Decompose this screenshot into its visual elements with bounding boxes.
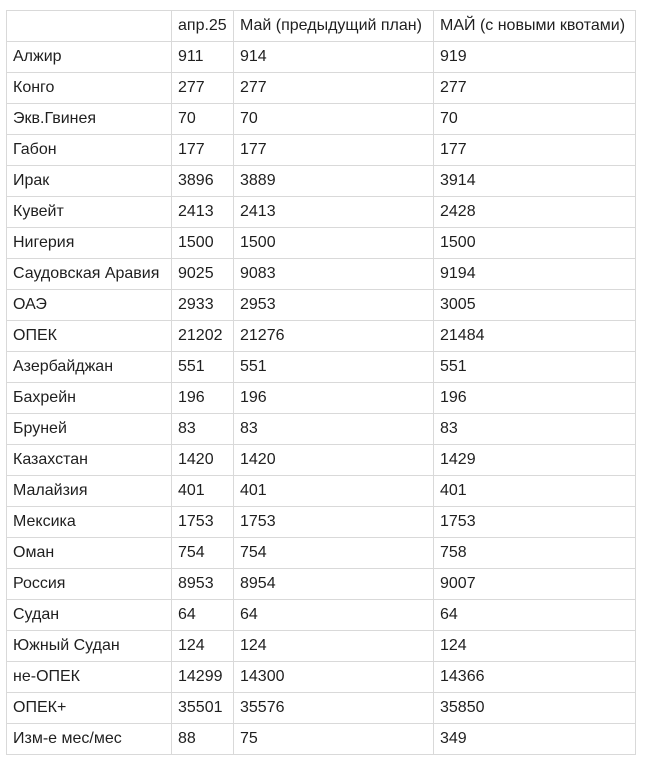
table-row <box>7 73 636 104</box>
country-cell: ОПЕК+ <box>7 693 172 724</box>
apr25-cell: 177 <box>172 135 234 166</box>
table-row <box>7 569 636 600</box>
may-new-quotas-cell: 3005 <box>434 290 636 321</box>
country-cell: Бруней <box>7 414 172 445</box>
country-cell: Ирак <box>7 166 172 197</box>
may-new-quotas-cell: 277 <box>434 73 636 104</box>
apr25-cell: 88 <box>172 724 234 755</box>
apr25-cell: 277 <box>172 73 234 104</box>
country-cell: ОПЕК <box>7 321 172 352</box>
may-new-quotas-cell: 919 <box>434 42 636 73</box>
country-cell: Казахстан <box>7 445 172 476</box>
table-row <box>7 662 636 693</box>
may-previous-plan-cell: 2953 <box>234 290 434 321</box>
country-cell: Азербайджан <box>7 352 172 383</box>
apr25-cell: 1500 <box>172 228 234 259</box>
may-previous-plan-cell: 2413 <box>234 197 434 228</box>
apr25-cell: 754 <box>172 538 234 569</box>
may-previous-plan-cell: 401 <box>234 476 434 507</box>
may-new-quotas-cell: 70 <box>434 104 636 135</box>
may-previous-plan-cell: 551 <box>234 352 434 383</box>
table-row <box>7 383 636 414</box>
table-row <box>7 135 636 166</box>
may-new-quotas-cell: 9194 <box>434 259 636 290</box>
apr25-cell: 3896 <box>172 166 234 197</box>
may-new-quotas-cell: 64 <box>434 600 636 631</box>
country-cell: Алжир <box>7 42 172 73</box>
country-cell: Малайзия <box>7 476 172 507</box>
may-new-quotas-cell: 14366 <box>434 662 636 693</box>
may-previous-plan-cell: 75 <box>234 724 434 755</box>
may-previous-plan-cell: 8954 <box>234 569 434 600</box>
may-new-quotas-cell: 758 <box>434 538 636 569</box>
may-new-quotas-cell: 349 <box>434 724 636 755</box>
may-new-quotas-cell: 2428 <box>434 197 636 228</box>
apr25-cell: 64 <box>172 600 234 631</box>
country-cell: Нигерия <box>7 228 172 259</box>
header-cell-may-new-quotas: МАЙ (с новыми квотами) <box>434 11 636 42</box>
may-new-quotas-cell: 196 <box>434 383 636 414</box>
may-new-quotas-cell: 1429 <box>434 445 636 476</box>
table-row <box>7 290 636 321</box>
country-cell: Конго <box>7 73 172 104</box>
apr25-cell: 70 <box>172 104 234 135</box>
apr25-cell: 21202 <box>172 321 234 352</box>
table-row <box>7 538 636 569</box>
apr25-cell: 1753 <box>172 507 234 538</box>
country-cell: Бахрейн <box>7 383 172 414</box>
may-previous-plan-cell: 9083 <box>234 259 434 290</box>
may-previous-plan-cell: 177 <box>234 135 434 166</box>
apr25-cell: 2933 <box>172 290 234 321</box>
country-cell: Оман <box>7 538 172 569</box>
country-cell: Саудовская Аравия <box>7 259 172 290</box>
table-header <box>7 11 636 42</box>
may-previous-plan-cell: 1500 <box>234 228 434 259</box>
apr25-cell: 8953 <box>172 569 234 600</box>
country-cell: Кувейт <box>7 197 172 228</box>
table-row <box>7 228 636 259</box>
may-previous-plan-cell: 196 <box>234 383 434 414</box>
table-row <box>7 724 636 755</box>
may-new-quotas-cell: 1753 <box>434 507 636 538</box>
may-new-quotas-cell: 9007 <box>434 569 636 600</box>
country-cell: Мексика <box>7 507 172 538</box>
may-previous-plan-cell: 70 <box>234 104 434 135</box>
table-row <box>7 321 636 352</box>
table-row <box>7 631 636 662</box>
table-row <box>7 600 636 631</box>
oil-production-table <box>6 10 636 755</box>
header-cell-country <box>7 11 172 42</box>
table-row <box>7 197 636 228</box>
country-cell: Южный Судан <box>7 631 172 662</box>
table-row <box>7 42 636 73</box>
country-cell: ОАЭ <box>7 290 172 321</box>
header-cell-apr25: апр.25 <box>172 11 234 42</box>
table-row <box>7 507 636 538</box>
header-row <box>7 11 636 42</box>
apr25-cell: 1420 <box>172 445 234 476</box>
may-new-quotas-cell: 35850 <box>434 693 636 724</box>
apr25-cell: 911 <box>172 42 234 73</box>
table-row <box>7 166 636 197</box>
table-row <box>7 476 636 507</box>
may-previous-plan-cell: 1420 <box>234 445 434 476</box>
may-new-quotas-cell: 1500 <box>434 228 636 259</box>
table-row <box>7 693 636 724</box>
apr25-cell: 14299 <box>172 662 234 693</box>
apr25-cell: 9025 <box>172 259 234 290</box>
country-cell: Экв.Гвинея <box>7 104 172 135</box>
may-previous-plan-cell: 64 <box>234 600 434 631</box>
may-previous-plan-cell: 914 <box>234 42 434 73</box>
may-new-quotas-cell: 177 <box>434 135 636 166</box>
apr25-cell: 551 <box>172 352 234 383</box>
may-previous-plan-cell: 83 <box>234 414 434 445</box>
country-cell: Изм-е мес/мес <box>7 724 172 755</box>
table-row <box>7 414 636 445</box>
may-previous-plan-cell: 1753 <box>234 507 434 538</box>
may-previous-plan-cell: 14300 <box>234 662 434 693</box>
apr25-cell: 2413 <box>172 197 234 228</box>
header-cell-may-previous-plan: Май (предыдущий план) <box>234 11 434 42</box>
oil-production-table-container <box>6 10 636 755</box>
may-previous-plan-cell: 3889 <box>234 166 434 197</box>
table-row <box>7 104 636 135</box>
may-new-quotas-cell: 124 <box>434 631 636 662</box>
may-new-quotas-cell: 21484 <box>434 321 636 352</box>
may-previous-plan-cell: 277 <box>234 73 434 104</box>
may-previous-plan-cell: 35576 <box>234 693 434 724</box>
may-new-quotas-cell: 401 <box>434 476 636 507</box>
country-cell: не-ОПЕК <box>7 662 172 693</box>
apr25-cell: 124 <box>172 631 234 662</box>
table-row <box>7 445 636 476</box>
table-row <box>7 352 636 383</box>
may-previous-plan-cell: 754 <box>234 538 434 569</box>
country-cell: Судан <box>7 600 172 631</box>
apr25-cell: 401 <box>172 476 234 507</box>
country-cell: Габон <box>7 135 172 166</box>
table-row <box>7 259 636 290</box>
may-new-quotas-cell: 3914 <box>434 166 636 197</box>
may-previous-plan-cell: 21276 <box>234 321 434 352</box>
apr25-cell: 83 <box>172 414 234 445</box>
may-new-quotas-cell: 551 <box>434 352 636 383</box>
apr25-cell: 35501 <box>172 693 234 724</box>
may-previous-plan-cell: 124 <box>234 631 434 662</box>
apr25-cell: 196 <box>172 383 234 414</box>
country-cell: Россия <box>7 569 172 600</box>
may-new-quotas-cell: 83 <box>434 414 636 445</box>
table-body <box>7 42 636 755</box>
